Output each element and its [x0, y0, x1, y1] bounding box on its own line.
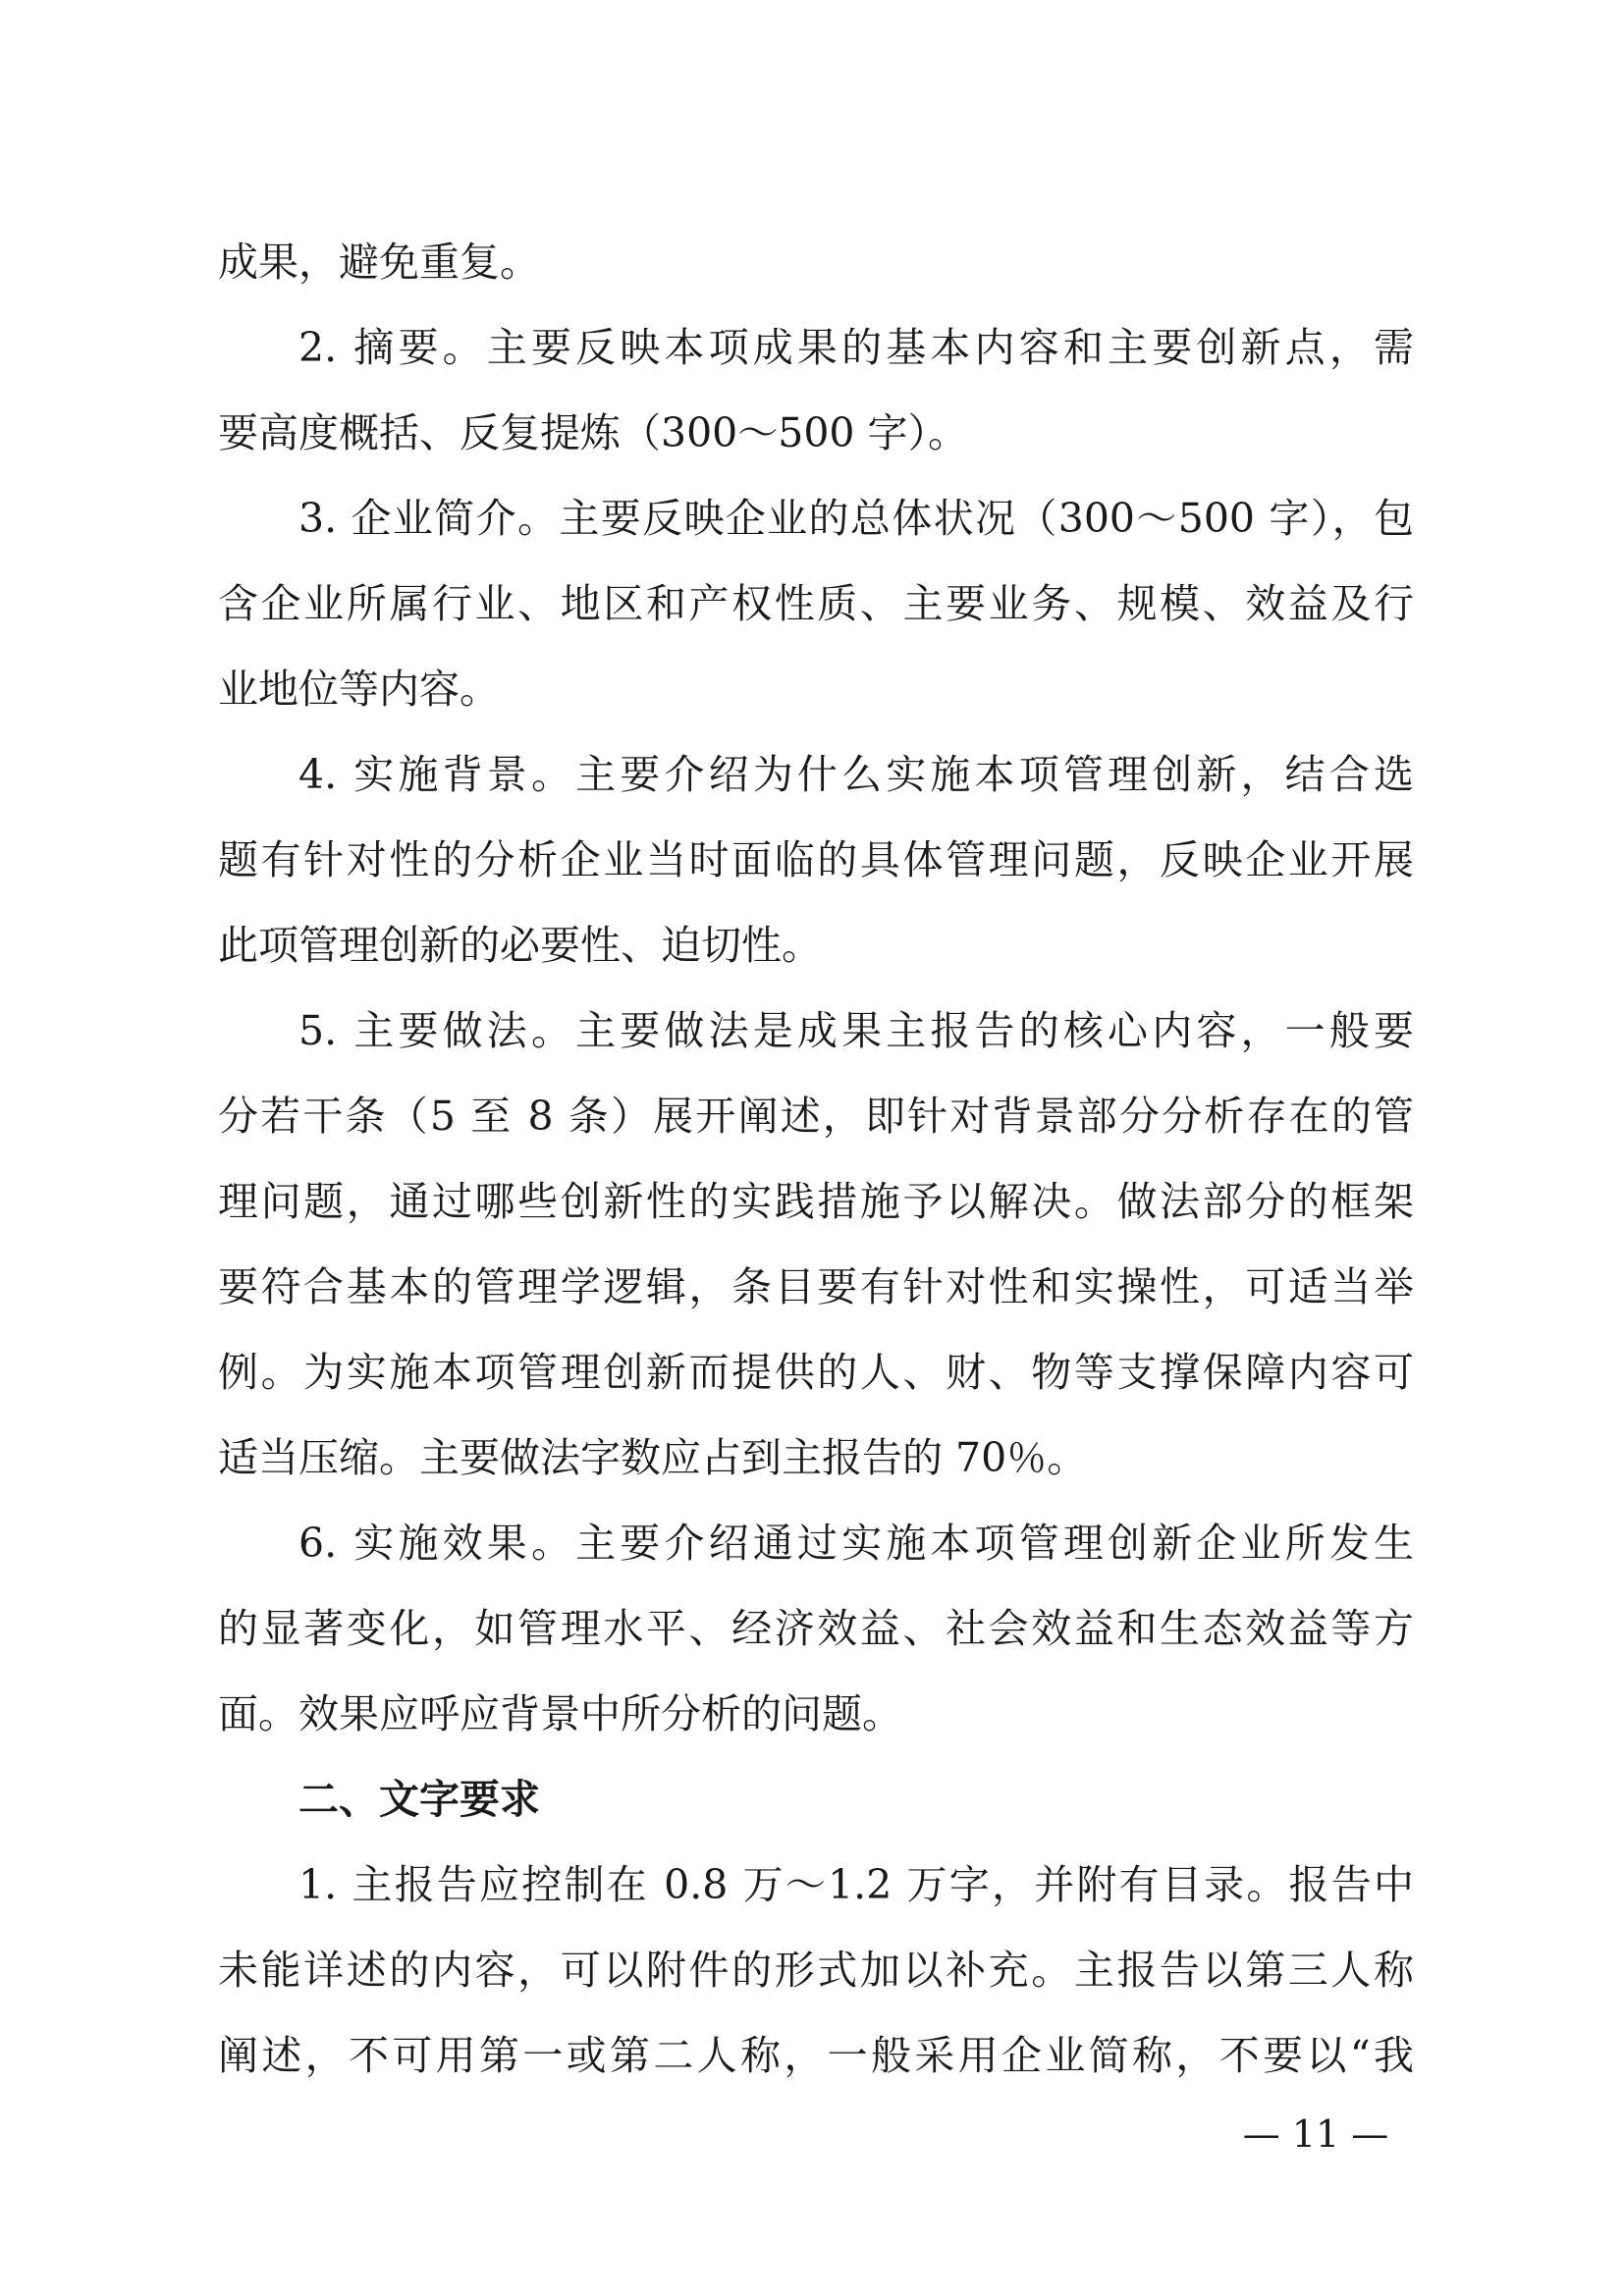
text-line: 6. 实施效果。主要介绍通过实施本项管理创新企业所发生 [298, 1520, 1414, 1567]
text-line: 1. 主报告应控制在 0.8 万～1.2 万字，并附有目录。报告中 [298, 1861, 1414, 1908]
text-line: 4. 实施背景。主要介绍为什么实施本项管理创新，结合选 [298, 751, 1414, 798]
text-line: 含企业所属行业、地区和产权性质、主要业务、规模、效益及行 [218, 580, 1414, 627]
text-line: 业地位等内容。 [218, 666, 500, 713]
text-line: 的显著变化，如管理水平、经济效益、社会效益和生态效益等方 [218, 1605, 1414, 1652]
section-heading: 二、文字要求 [298, 1776, 540, 1823]
text-line: 适当压缩。主要做法字数应占到主报告的 70％。 [218, 1434, 1088, 1481]
page-number: — 11 — [1242, 2112, 1389, 2156]
text-line: 理问题，通过哪些创新性的实践措施予以解决。做法部分的框架 [218, 1178, 1414, 1225]
text-line: 题有针对性的分析企业当时面临的具体管理问题，反映企业开展 [218, 836, 1414, 883]
text-line: 要符合基本的管理学逻辑，条目要有针对性和实操性，可适当举 [218, 1263, 1414, 1310]
text-line: 2. 摘要。主要反映本项成果的基本内容和主要创新点，需 [298, 324, 1414, 371]
text-line: 3. 企业简介。主要反映企业的总体状况（300～500 字），包 [298, 495, 1414, 542]
text-line: 面。效果应呼应背景中所分析的问题。 [218, 1690, 902, 1737]
text-line: 5. 主要做法。主要做法是成果主报告的核心内容，一般要 [298, 1007, 1414, 1054]
text-line: 阐述，不可用第一或第二人称，一般采用企业简称，不要以“我 [218, 2032, 1414, 2079]
text-line: 分若干条（5 至 8 条）展开阐述，即针对背景部分分析存在的管 [218, 1093, 1414, 1140]
text-line: 此项管理创新的必要性、迫切性。 [218, 922, 822, 969]
text-line: 要高度概括、反复提炼（300～500 字）。 [218, 409, 969, 456]
text-line: 未能详述的内容，可以附件的形式加以补充。主报告以第三人称 [218, 1947, 1414, 1994]
text-line: 例。为实施本项管理创新而提供的人、财、物等支撑保障内容可 [218, 1349, 1414, 1396]
text-line: 成果，避免重复。 [218, 239, 540, 286]
